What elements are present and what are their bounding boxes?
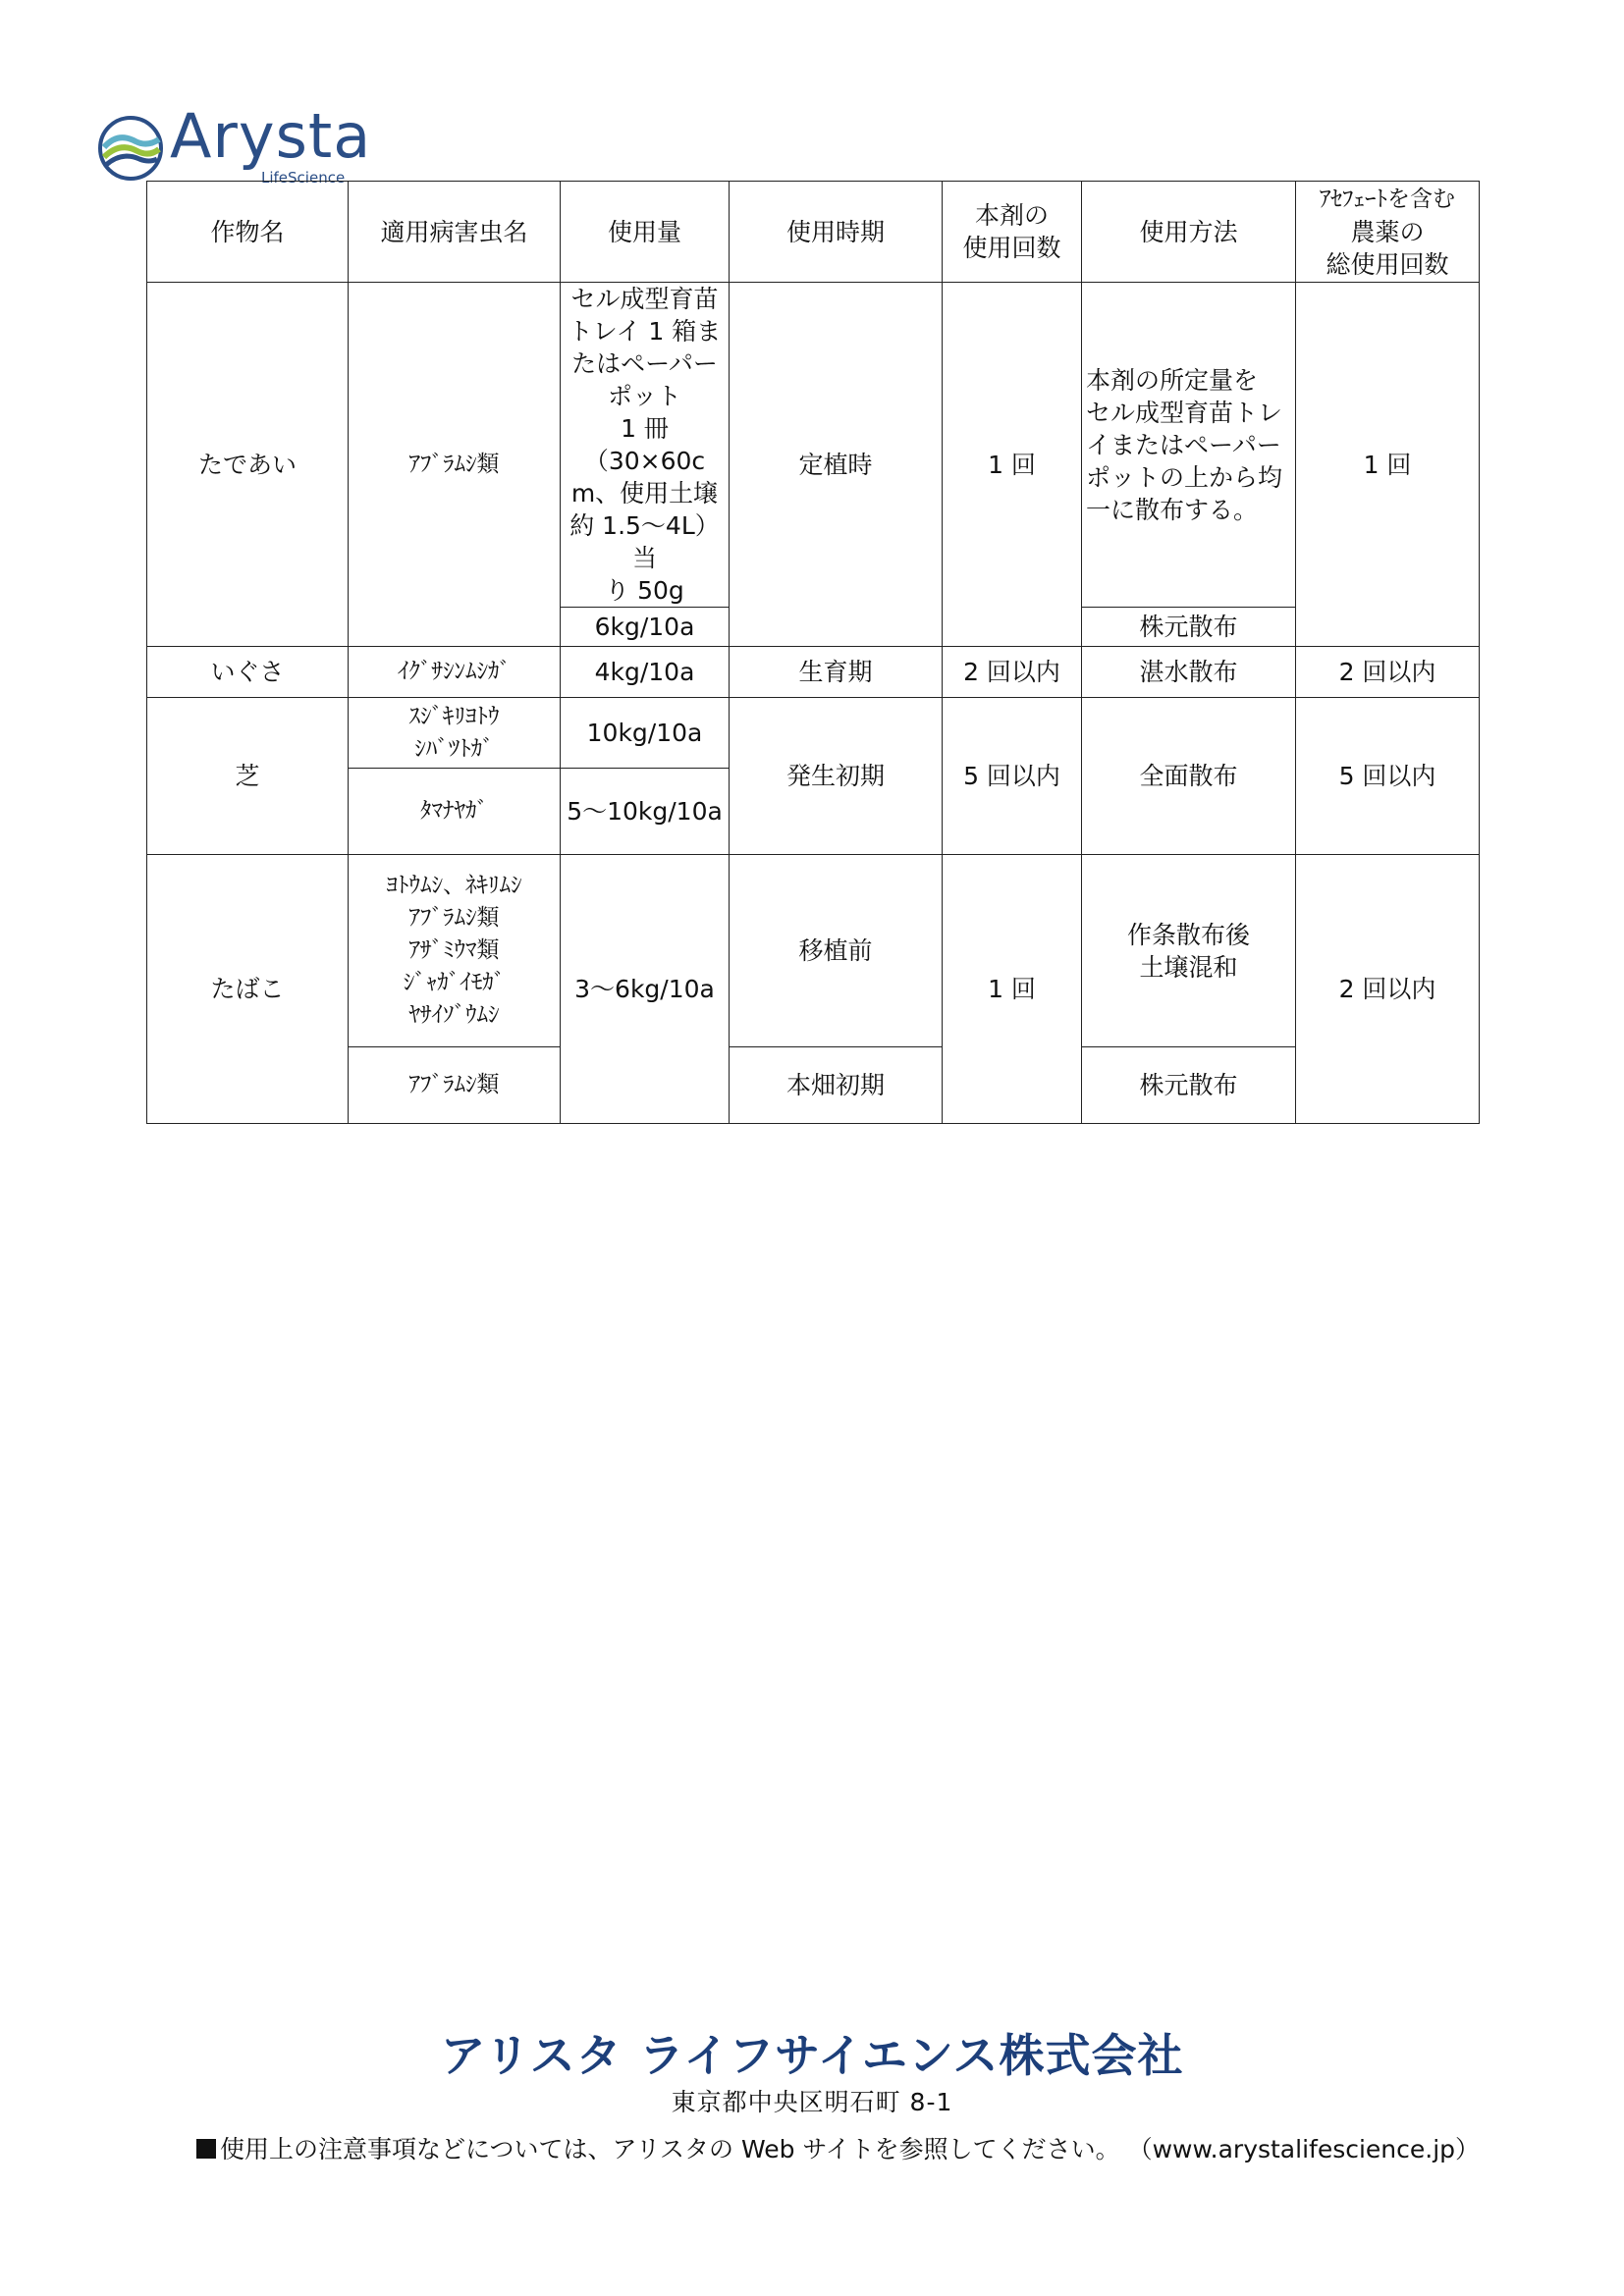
- cell-pest: ｱﾌﾞﾗﾑｼ類: [349, 283, 561, 647]
- black-square-icon: [196, 2139, 216, 2159]
- company-name: アリスタ ライフサイエンス株式会社: [440, 2029, 1184, 2082]
- arysta-logo: [96, 100, 372, 187]
- header-count: 本剤の 使用回数: [943, 182, 1082, 283]
- cell-timing: 本畑初期: [730, 1047, 943, 1124]
- table-row: [147, 855, 1480, 1047]
- header-pest: 適用病害虫名: [349, 182, 561, 283]
- cell-total: 2 回以内: [1296, 855, 1480, 1124]
- cell-total: 1 回: [1296, 283, 1480, 647]
- cell-method: 湛水散布: [1082, 647, 1296, 698]
- cell-count: 1 回: [943, 283, 1082, 647]
- usage-note: [196, 2130, 1480, 2165]
- cell-pest: ｲｸﾞｻｼﾝﾑｼｶﾞ: [349, 647, 561, 698]
- table-row: [147, 283, 1480, 608]
- cell-amount: 6kg/10a: [561, 608, 730, 647]
- cell-count: 5 回以内: [943, 698, 1082, 855]
- cell-amount: 10kg/10a: [561, 698, 730, 769]
- cell-amount: 3～6kg/10a: [561, 855, 730, 1124]
- cell-pest: ﾖﾄｳﾑｼ、ﾈｷﾘﾑｼ ｱﾌﾞﾗﾑｼ類 ｱｻﾞﾐｳﾏ類 ｼﾞｬｶﾞｲﾓｶﾞ ﾔｻｲｿﾞｳﾑｼ: [349, 855, 561, 1047]
- cell-timing: 生育期: [730, 647, 943, 698]
- cell-method: 本剤の所定量を セル成型育苗トレ イまたはペーパー ポットの上から均 一に散布する。: [1082, 283, 1296, 608]
- cell-count: 1 回: [943, 855, 1082, 1124]
- cell-amount: 4kg/10a: [561, 647, 730, 698]
- logo-subtext: LifeScience: [261, 169, 346, 187]
- cell-timing: 発生初期: [730, 698, 943, 855]
- cell-method: 株元散布: [1082, 608, 1296, 647]
- cell-amount: 5～10kg/10a: [561, 769, 730, 855]
- usage-note-text: 使用上の注意事項などについては、アリスタの Web サイトを参照してください。 （www.arystalifescience.jp）: [220, 2135, 1481, 2163]
- cell-method: 株元散布: [1082, 1047, 1296, 1124]
- cell-method: 作条散布後 土壌混和: [1082, 855, 1296, 1047]
- cell-count: 2 回以内: [943, 647, 1082, 698]
- cell-timing: 移植前: [730, 855, 943, 1047]
- cell-method: 全面散布: [1082, 698, 1296, 855]
- cell-pest: ｱﾌﾞﾗﾑｼ類: [349, 1047, 561, 1124]
- cell-pest: ｽｼﾞｷﾘﾖﾄｳ ｼﾊﾞﾂﾄｶﾞ: [349, 698, 561, 769]
- cell-total: 2 回以内: [1296, 647, 1480, 698]
- header-amount: 使用量: [561, 182, 730, 283]
- table-header-row: [147, 182, 1480, 283]
- cell-amount: セル成型育苗 トレイ 1 箱ま たはペーパー ポット 1 冊（30×60c m、使用土壌 約 1.5～4L）当 り 50g: [561, 283, 730, 608]
- cell-total: 5 回以内: [1296, 698, 1480, 855]
- application-table: [146, 181, 1480, 1124]
- table-row: [147, 698, 1480, 769]
- cell-crop: たであい: [147, 283, 349, 647]
- header-crop: 作物名: [147, 182, 349, 283]
- cell-timing: 定植時: [730, 283, 943, 647]
- company-address: 東京都中央区明石町 8-1: [671, 2088, 953, 2116]
- cell-crop: 芝: [147, 698, 349, 855]
- cell-pest: ﾀﾏﾅﾔｶﾞ: [349, 769, 561, 855]
- header-total: ｱｾﾌｪｰﾄを含む 農薬の 総使用回数: [1296, 182, 1480, 283]
- header-timing: 使用時期: [730, 182, 943, 283]
- logo-text: Arysta: [170, 100, 372, 172]
- header-method: 使用方法: [1082, 182, 1296, 283]
- table-row: [147, 647, 1480, 698]
- cell-crop: たばこ: [147, 855, 349, 1124]
- cell-crop: いぐさ: [147, 647, 349, 698]
- logo-mark-icon: [96, 114, 165, 183]
